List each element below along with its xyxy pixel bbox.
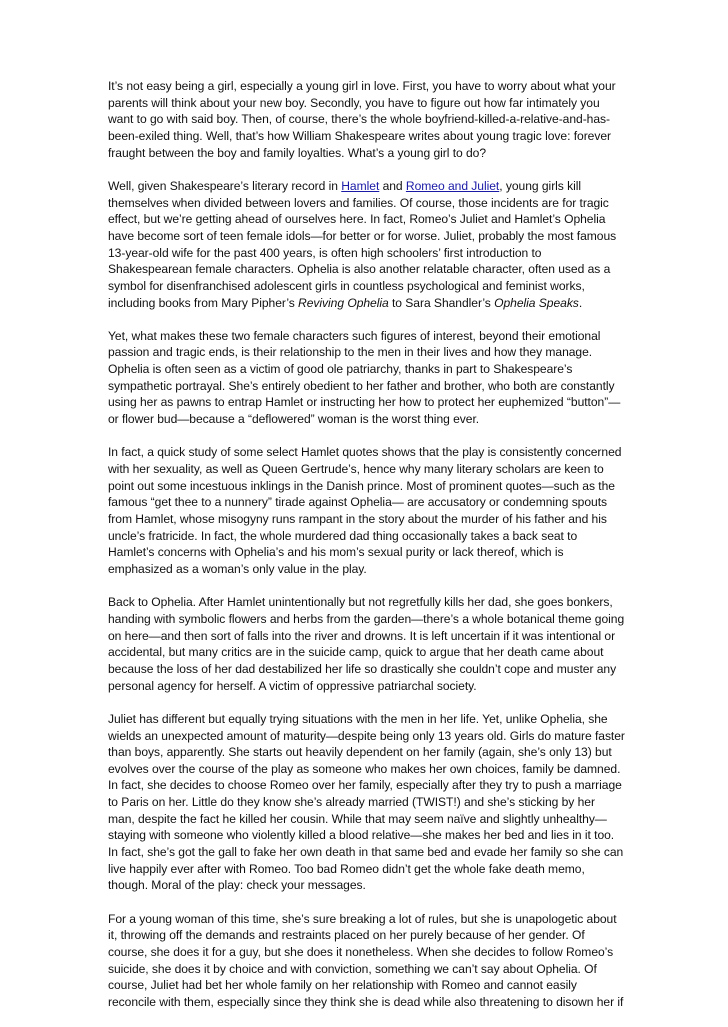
text-line: course, she does it for a guy, but she does it nonetheless. When she decides to follow Romeo’s bbox=[108, 945, 614, 960]
text-line: passion and tragic ends, is their relationship to the men in their lives and how they manage. bbox=[108, 345, 593, 360]
text-line: Back to Ophelia. After Hamlet unintentionally but not regretfully kills her dad, she goes bonkers, bbox=[108, 595, 613, 610]
text-line: want to go with said boy. Then, of course, there’s the whole boyfriend-killed-a-relative-and-has- bbox=[108, 112, 611, 127]
text-segment: to Sara Shandler’s bbox=[388, 295, 495, 310]
paragraph-relationship-to-men bbox=[108, 328, 648, 428]
romeo-and-juliet-link[interactable]: Romeo and Juliet bbox=[405, 178, 500, 193]
text-line: though. Moral of the play: check your messages. bbox=[108, 878, 366, 893]
text-line: staying with someone who violently killed a blood relative—she makes her bed and lies in it too. bbox=[108, 828, 615, 843]
text-line: have become sort of teen female idols—for better or for worse. Juliet, probably the most famous bbox=[108, 228, 617, 243]
text-line: reconcile with them, especially since they think she is dead while also threatening to disown her if bbox=[108, 995, 624, 1009]
text-line: or flower bud—because a “deflowered” woman is the worst thing ever. bbox=[108, 412, 480, 427]
paragraph-hamlet-quotes bbox=[108, 444, 648, 577]
text-line: handing with symbolic flowers and herbs from the garden—there’s a whole botanical theme going bbox=[108, 611, 625, 626]
text-line: symbol for disenfranchised adolescent girls in countless psychological and feminist works, bbox=[108, 278, 585, 293]
text-line: point out some incestuous inklings in the Danish prince. Most of prominent quotes—such as the bbox=[108, 478, 615, 493]
text-line: man, despite the fact he killed her cousin. While that may seem naïve and slightly unhealthy— bbox=[108, 811, 607, 826]
text-line: In fact, a quick study of some select Hamlet quotes shows that the play is consistently concerned bbox=[108, 445, 622, 460]
text-line: than boys, apparently. She starts out heavily dependent on her family (again, she’s only 13) but bbox=[108, 745, 612, 760]
text-line: famous “get thee to a nunnery” tirade against Ophelia— are accusatory or condemning spouts bbox=[108, 495, 608, 510]
text-segment: . bbox=[578, 295, 583, 310]
text-line: It’s not easy being a girl, especially a young girl in love. First, you have to worry about what your bbox=[108, 79, 616, 93]
text-line: using her as pawns to entrap Hamlet or instructing her how to protect her euphemized “button”— bbox=[108, 395, 621, 410]
text-line: parents will think about your new boy. Secondly, you have to figure out how far intimately you bbox=[108, 95, 600, 110]
text-line: For a young woman of this time, she’s sure breaking a lot of rules, but she is unapologetic about bbox=[108, 911, 617, 926]
text-line bbox=[108, 295, 648, 312]
text-line: effect, but we’re getting ahead of ourselves here. In fact, Romeo’s Juliet and Hamlet’s Ophelia bbox=[108, 212, 606, 227]
paragraph-literary-record bbox=[108, 178, 648, 311]
text-line: with her sexuality, as well as Queen Gertrude’s, hence why many literary scholars are keen to bbox=[108, 462, 604, 477]
text-line: In fact, she decides to choose Romeo over her family, especially after they try to push a marriage bbox=[108, 778, 622, 793]
text-line: suicide, she does it by choice and with conviction, something we can’t say about Ophelia. Of bbox=[108, 961, 597, 976]
text-line: accidental, but many critics are in the suicide camp, quick to argue that her death came about bbox=[108, 645, 604, 660]
paragraph-back-to-ophelia bbox=[108, 594, 648, 694]
book-title-ophelia-speaks: Ophelia Speaks bbox=[494, 295, 579, 310]
text-line: live happily ever after with Romeo. Too bad Romeo didn’t get the whole fake death memo, bbox=[108, 861, 585, 876]
text-line: course, Juliet had bet her whole family on her relationship with Romeo and cannot easily bbox=[108, 978, 577, 993]
text-segment: , young girls kill bbox=[499, 178, 582, 193]
text-line: on here—and then sort of falls into the river and drowns. It is left uncertain if it was intentional or bbox=[108, 628, 616, 643]
paragraph-juliet bbox=[108, 711, 648, 894]
text-line: sympathetic portrayal. She’s entirely obedient to her father and brother, who both are constantly bbox=[108, 378, 615, 393]
text-line: it, throwing off the demands and restraints placed on her purely because of her gender. Of bbox=[108, 928, 585, 943]
text-line: themselves when divided between lovers and families. Of course, those incidents are for tragic bbox=[108, 195, 609, 210]
text-line: wields an unexpected amount of maturity—despite being only 13 years old. Girls do mature faster bbox=[108, 728, 625, 743]
paragraph-breaking-rules bbox=[108, 911, 648, 1011]
text-line: to Paris on her. Little do they know she’s already married (TWIST!) and she’s sticking by her bbox=[108, 795, 595, 810]
text-segment: and bbox=[379, 178, 406, 193]
text-line: evolves over the course of the play as someone who makes her own choices, family be damned. bbox=[108, 761, 621, 776]
text-line: Yet, what makes these two female characters such figures of interest, beyond their emotional bbox=[108, 328, 601, 343]
text-line bbox=[108, 178, 648, 195]
text-line: 13-year-old wife for the past 400 years, is often high schoolers’ first introduction to bbox=[108, 245, 542, 260]
text-line: because the loss of her dad destabilized her life so drastically she couldn’t cope and muster any bbox=[108, 661, 617, 676]
text-line: from Hamlet, whose misogyny runs rampant in the story about the murder of his father and his bbox=[108, 512, 607, 527]
text-line: Ophelia is often seen as a victim of good ole patriarchy, thanks in part to Shakespeare’s bbox=[108, 362, 573, 377]
text-line: fraught between the boy and family loyalties. What’s a young girl to do? bbox=[108, 145, 487, 160]
text-line: uncle’s fratricide. In fact, the whole murdered dad thing occasionally takes a back seat to bbox=[108, 528, 578, 543]
text-segment: Well, given Shakespeare’s literary record in bbox=[108, 178, 342, 193]
text-line: been-exiled thing. Well, that’s how William Shakespeare writes about young tragic love: forever bbox=[108, 128, 611, 143]
text-line: In fact, she’s got the gall to fake her own death in that same bed and evade her family so she can bbox=[108, 845, 624, 860]
text-line: Juliet has different but equally trying situations with the men in her life. Yet, unlike Ophelia, she bbox=[108, 711, 608, 726]
paragraph-intro bbox=[108, 78, 648, 161]
text-line: emphasized as a woman’s only value in the play. bbox=[108, 561, 367, 576]
hamlet-link[interactable]: Hamlet bbox=[341, 178, 380, 193]
text-line: Shakespearean female characters. Ophelia is also another relatable character, often used as a bbox=[108, 262, 611, 277]
text-line: personal agency for herself. A victim of oppressive patriarchal society. bbox=[108, 678, 477, 693]
document-page bbox=[108, 78, 648, 1027]
text-line: Hamlet’s concerns with Ophelia’s and his mom’s sexual purity or lack thereof, which is bbox=[108, 545, 564, 560]
book-title-reviving-ophelia: Reviving Ophelia bbox=[298, 295, 389, 310]
text-segment: including books from Mary Pipher’s bbox=[108, 295, 299, 310]
